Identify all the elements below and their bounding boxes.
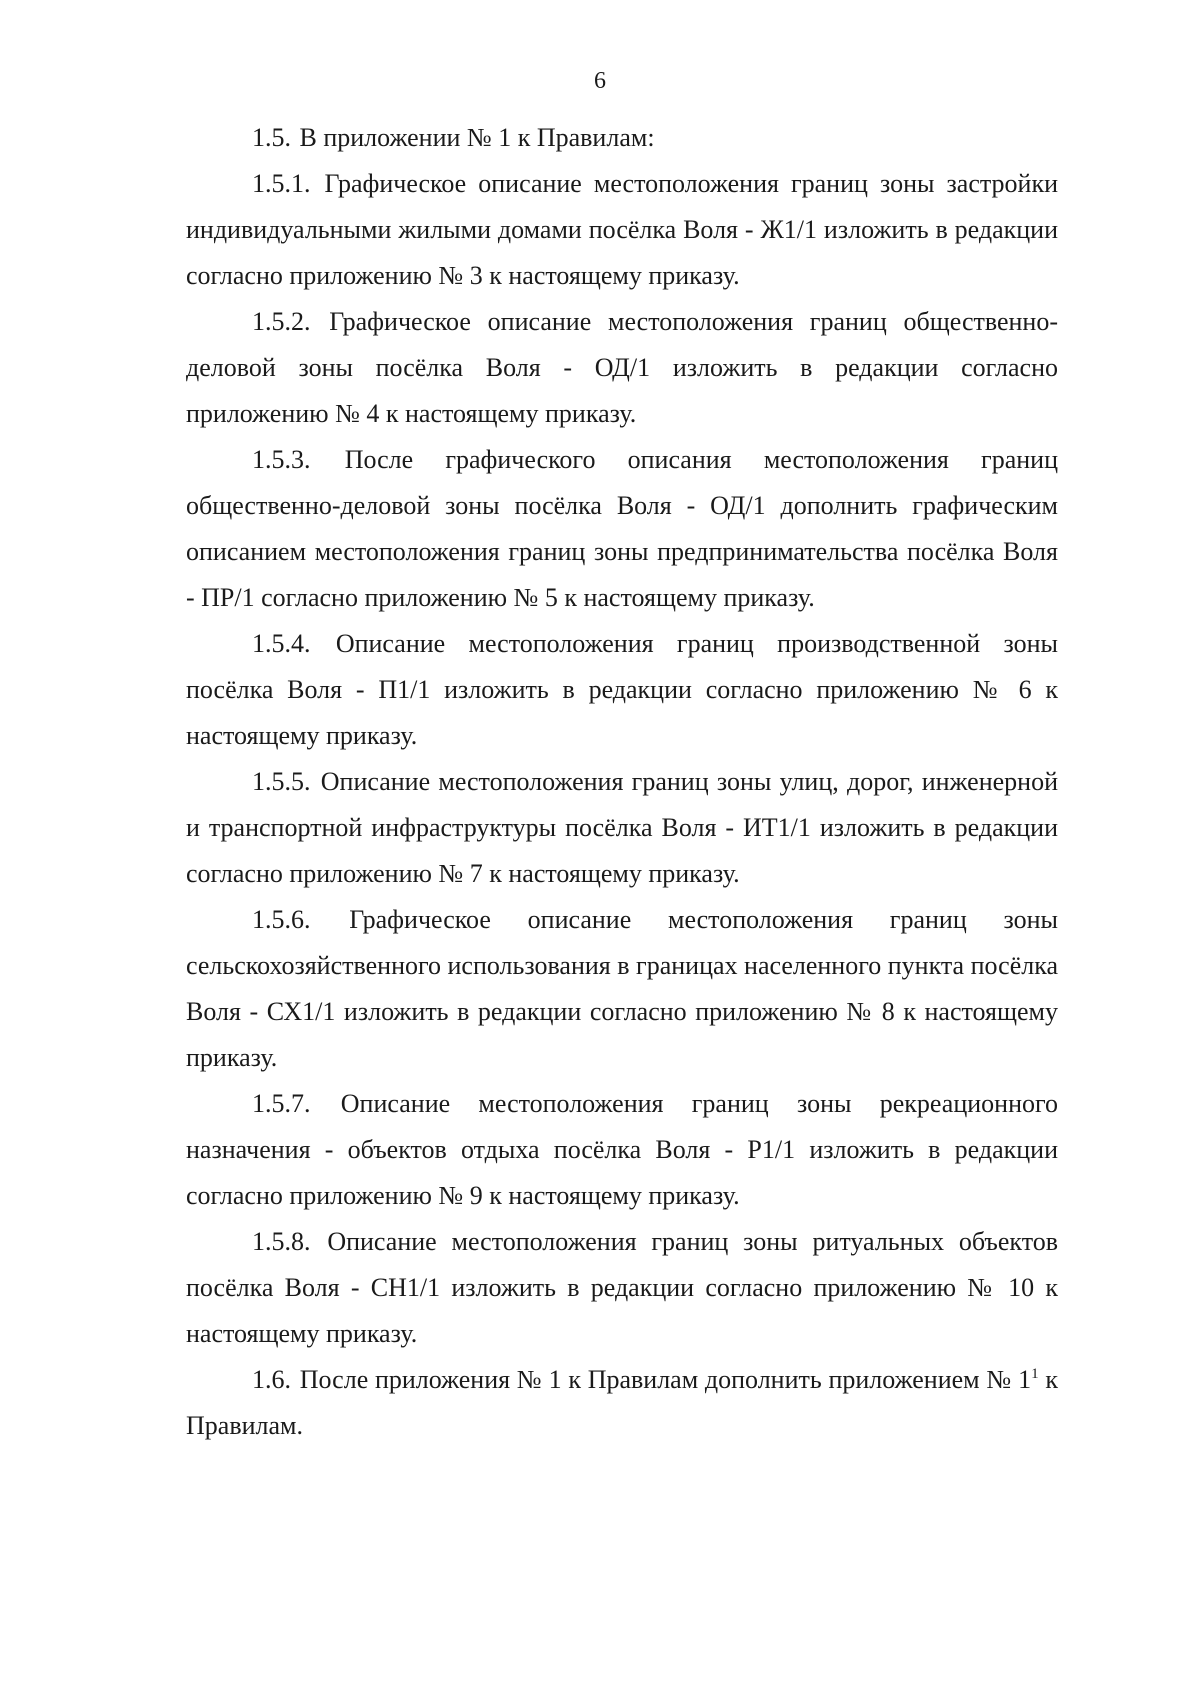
paragraph-text-end: к Правилам. (186, 1365, 1059, 1440)
paragraph-number: 1.5.4. (252, 629, 311, 658)
paragraph-1-5-8 (186, 1219, 1058, 1357)
paragraph-text: Графическое описание местоположения границ зоны застройки индивидуальными жилыми домами посёлка Воля - Ж1/1 изложить в редакции согласно приложению № 3 к настоящему приказу. (186, 169, 1059, 290)
paragraph-number: 1.5.8. (252, 1227, 311, 1256)
paragraph-text: После приложения № 1 к Правилам дополнить приложением № 1 (299, 1365, 1032, 1394)
paragraph-number: 1.5.1. (252, 169, 311, 198)
paragraph-text: В приложении № 1 к Правилам: (299, 123, 655, 152)
paragraph-text: Описание местоположения границ производственной зоны посёлка Воля - П1/1 изложить в редакции согласно приложению № 6 к настоящему приказу. (186, 629, 1058, 750)
paragraph-number: 1.5.2. (252, 307, 311, 336)
paragraph-number: 1.5.7. (252, 1089, 311, 1118)
paragraph-number: 1.6. (252, 1365, 291, 1394)
paragraph-number: 1.5.3. (252, 445, 311, 474)
paragraph-text: Графическое описание местоположения границ общественно-деловой зоны посёлка Воля - ОД/1 изложить в редакции согласно приложению № 4 к настоящему приказу. (186, 307, 1058, 428)
paragraph-1-5-4 (186, 621, 1058, 759)
page-number: 6 (594, 68, 606, 94)
paragraph-text: После графического описания местоположения границ общественно-деловой зоны посёлка Воля - ОД/1 дополнить графическим описанием местоположения границ зоны предпринимательства посёлка Воля - ПР/1 согласно приложению № 5 к настоящему приказу. (186, 445, 1058, 612)
paragraph-number: 1.5.5. (252, 767, 311, 796)
paragraph-number: 1.5.6. (252, 905, 311, 934)
paragraph-1-5-3 (186, 437, 1058, 621)
paragraph-1-5 (186, 115, 1058, 161)
paragraph-1-5-5 (186, 759, 1058, 897)
paragraph-text: Описание местоположения границ зоны улиц, дорог, инженерной и транспортной инфраструктуры посёлка Воля - ИТ1/1 изложить в редакции согласно приложению № 7 к настоящему приказу. (186, 767, 1058, 888)
paragraph-number: 1.5. (252, 123, 291, 152)
superscript-index: 1 (1031, 1366, 1039, 1382)
paragraph-text: Графическое описание местоположения границ зоны сельскохозяйственного использования в границах населенного пункта посёлка Воля - СХ1/1 изложить в редакции согласно приложению № 8 к настоящему приказу. (186, 905, 1058, 1072)
paragraph-1-5-1 (186, 161, 1058, 299)
document-body (186, 115, 1058, 1449)
paragraph-text: Описание местоположения границ зоны рекреационного назначения - объектов отдыха посёлка Воля - Р1/1 изложить в редакции согласно приложению № 9 к настоящему приказу. (186, 1089, 1059, 1210)
paragraph-1-5-2 (186, 299, 1058, 437)
paragraph-1-5-6 (186, 897, 1058, 1081)
paragraph-text: Описание местоположения границ зоны ритуальных объектов посёлка Воля - СН1/1 изложить в редакции согласно приложению № 10 к настоящему приказу. (186, 1227, 1059, 1348)
paragraph-1-6 (186, 1357, 1058, 1449)
paragraph-1-5-7 (186, 1081, 1058, 1219)
